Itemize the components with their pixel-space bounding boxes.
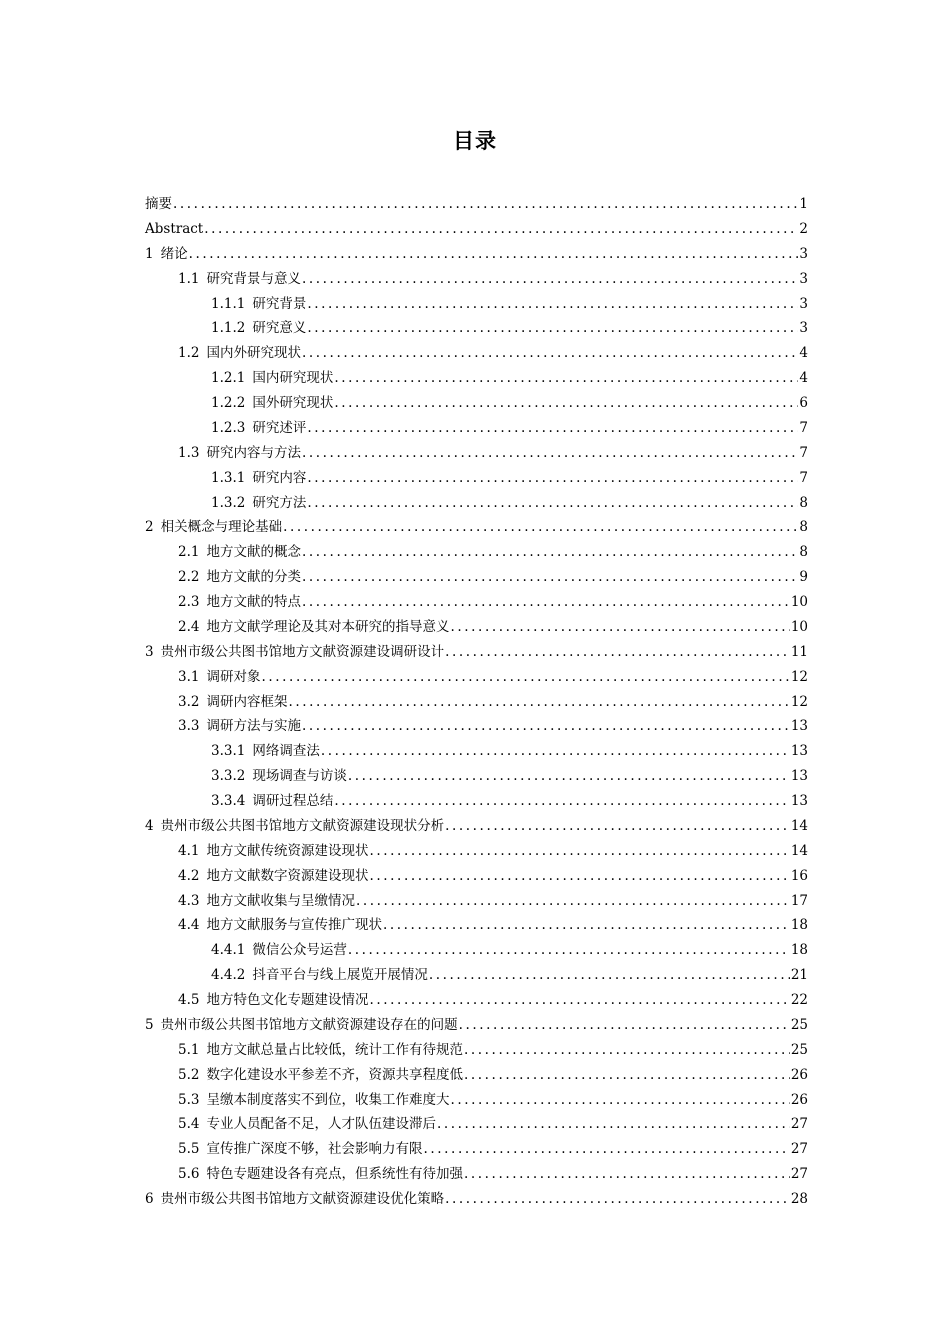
toc-entry[interactable] [145, 714, 808, 739]
toc-entry-label: 呈缴本制度落实不到位，收集工作难度大 [206, 1091, 450, 1108]
toc-entry-number: 5.5 [178, 1141, 200, 1158]
toc-entry-number: 3.1 [178, 668, 200, 685]
toc-dot-leader [302, 267, 798, 292]
toc-page-number: 1 [799, 196, 808, 212]
toc-page-number: 8 [799, 494, 808, 511]
toc-entry-number: 3.3.4 [211, 793, 246, 809]
toc-entry[interactable] [145, 366, 808, 391]
toc-entry-number: 4.3 [178, 892, 200, 909]
toc-page-number: 3 [799, 245, 808, 262]
toc-page-number: 9 [799, 569, 808, 586]
toc-entry-label: 贵州市级公共图书馆地方文献资源建设存在的问题 [160, 1016, 458, 1033]
toc-page-number: 3 [799, 320, 808, 337]
toc-entry-label: 调研过程总结 [252, 793, 334, 809]
toc-entry-label: 调研内容框架 [206, 693, 288, 710]
toc-entry-number: 1.2 [178, 345, 200, 362]
toc-entry-number: 2.4 [178, 618, 200, 635]
toc-page-number: 26 [790, 1091, 808, 1108]
toc-entry-number: 2 [145, 519, 154, 536]
toc-dot-leader [307, 491, 798, 516]
toc-entry-number: 2.1 [178, 544, 200, 561]
toc-entry-label: 地方特色文化专题建设情况 [206, 992, 369, 1008]
toc-entry-label: 地方文献的分类 [206, 569, 301, 586]
toc-entry-label: 相关概念与理论基础 [160, 519, 283, 536]
toc-page-number: 22 [790, 992, 808, 1008]
toc-entry-number: 3.3.1 [211, 743, 246, 760]
toc-entry-label: 现场调查与访谈 [252, 768, 347, 785]
toc-entry-number: 5 [145, 1016, 154, 1033]
toc-entry[interactable] [145, 267, 808, 292]
toc-dot-leader [334, 391, 798, 416]
toc-dot-leader [302, 540, 798, 565]
toc-entry-label: 地方文献数字资源建设现状 [206, 867, 369, 884]
toc-dot-leader [445, 640, 790, 665]
toc-dot-leader [369, 839, 789, 864]
toc-page-number: 14 [790, 842, 808, 859]
toc-entry[interactable] [145, 839, 808, 864]
toc-dot-leader [283, 515, 798, 540]
toc-entry-number: 4.4 [178, 917, 200, 934]
toc-dot-leader [302, 714, 790, 739]
toc-page-number: 12 [790, 668, 808, 685]
toc-entry[interactable] [145, 316, 808, 341]
toc-entry[interactable] [145, 913, 808, 938]
toc-entry-label: 国外研究现状 [252, 395, 334, 411]
toc-page-number: 7 [799, 469, 808, 486]
toc-dot-leader [464, 1162, 790, 1187]
toc-entry-label: 摘要 [145, 196, 172, 212]
toc-entry-label: 地方文献收集与呈缴情况 [206, 892, 355, 909]
toc-entry[interactable] [145, 864, 808, 889]
toc-entry-label: 研究述评 [252, 419, 307, 436]
toc-entry-number: 5.4 [178, 1116, 200, 1133]
toc-page-number: 18 [790, 917, 808, 934]
toc-dot-leader [302, 590, 790, 615]
toc-dot-leader [356, 889, 790, 914]
toc-dot-leader [437, 1112, 790, 1137]
toc-entry[interactable] [145, 1137, 808, 1162]
toc-entry-label: 贵州市级公共图书馆地方文献资源建设现状分析 [160, 817, 445, 834]
toc-entry-label: 抖音平台与线上展览开展情况 [252, 967, 428, 984]
toc-dot-leader [464, 1063, 790, 1088]
toc-entry[interactable] [145, 1088, 808, 1113]
toc-dot-leader [261, 665, 789, 690]
toc-entry-number: 1.1.1 [211, 295, 246, 312]
toc-entry[interactable] [145, 515, 808, 540]
toc-entry[interactable] [145, 391, 808, 416]
toc-entry-label: 网络调查法 [252, 743, 320, 760]
toc-dot-leader [307, 292, 798, 317]
toc-entry[interactable] [145, 491, 808, 516]
toc-entry-label: 地方文献的特点 [206, 594, 301, 610]
page-title: 目录 [453, 129, 497, 153]
toc-page-number: 13 [790, 768, 808, 785]
toc-entry[interactable] [145, 690, 808, 715]
toc-entry-label: 研究背景与意义 [206, 270, 301, 287]
toc-dot-leader [445, 814, 790, 839]
toc-entry-number: 3 [145, 643, 154, 660]
toc-dot-leader [348, 764, 790, 789]
toc-page-number: 27 [790, 1141, 808, 1158]
toc-dot-leader [450, 1088, 789, 1113]
toc-entry[interactable] [145, 441, 808, 466]
toc-entry-number: 1 [145, 245, 154, 262]
toc-entry-number: 4.2 [178, 867, 200, 884]
toc-entry-label: 贵州市级公共图书馆地方文献资源建设优化策略 [160, 1191, 445, 1207]
toc-page-number: 14 [790, 817, 808, 834]
toc-entry[interactable] [145, 615, 808, 640]
toc-entry-number: 3.3.2 [211, 768, 246, 785]
toc-page-number: 18 [790, 942, 808, 959]
toc-page-number: 8 [799, 544, 808, 561]
toc-entry-label: 绪论 [160, 245, 188, 262]
toc-dot-leader [383, 913, 790, 938]
toc-entry-number: 1.1.2 [211, 320, 246, 337]
toc-dot-leader [445, 1187, 790, 1212]
toc-entry[interactable] [145, 1038, 808, 1063]
toc-entry-number: 1.2.3 [211, 419, 246, 436]
toc-dot-leader [321, 739, 790, 764]
toc-entry-number: 1.3.1 [211, 469, 246, 486]
toc-page-number: 13 [790, 793, 808, 809]
toc-dot-leader [302, 441, 798, 466]
toc-entry-label: 调研对象 [206, 668, 261, 685]
toc-entry-label: 宣传推广深度不够，社会影响力有限 [206, 1141, 423, 1158]
toc-entry-label: 地方文献服务与宣传推广现状 [206, 917, 382, 934]
toc-entry-label: 专业人员配备不足，人才队伍建设滞后 [206, 1116, 436, 1133]
toc-entry-number: 4.1 [178, 842, 200, 859]
toc-page-number: 13 [790, 718, 808, 735]
toc-entry[interactable] [145, 789, 808, 814]
toc-dot-leader [204, 217, 798, 242]
toc-entry-label: 国内外研究现状 [206, 345, 301, 362]
toc-entry-number: 1.2.1 [211, 370, 246, 387]
toc-entry-number: 2.2 [178, 569, 200, 586]
toc-entry[interactable] [145, 889, 808, 914]
toc-entry-number: 1.3 [178, 444, 200, 461]
toc-entry[interactable] [145, 739, 808, 764]
toc-entry-number: 5.6 [178, 1166, 200, 1183]
toc-dot-leader [423, 1137, 789, 1162]
toc-dot-leader [302, 565, 798, 590]
toc-page-number: 3 [799, 270, 808, 287]
toc-dot-leader [450, 615, 789, 640]
toc-dot-leader [334, 366, 798, 391]
toc-dot-leader [369, 864, 789, 889]
toc-page-number: 3 [799, 295, 808, 312]
toc-page-number: 2 [799, 220, 808, 237]
toc-entry[interactable] [145, 1013, 808, 1038]
toc-page-number: 4 [799, 370, 808, 387]
toc-entry[interactable] [145, 963, 808, 988]
toc-page-number: 11 [790, 643, 808, 660]
toc-dot-leader [464, 1038, 790, 1063]
toc-entry-label: Abstract [145, 220, 204, 237]
toc-entry[interactable] [145, 192, 808, 217]
toc-entry-label: 数字化建设水平参差不齐，资源共享程度低 [206, 1066, 463, 1083]
toc-entry-label: 地方文献的概念 [206, 544, 301, 561]
toc-entry[interactable] [145, 242, 808, 267]
toc-entry-label: 地方文献总量占比较低，统计工作有待规范 [206, 1041, 463, 1058]
toc-entry[interactable] [145, 341, 808, 366]
toc-page-number: 16 [790, 867, 808, 884]
toc-page-number: 10 [790, 618, 808, 635]
toc-dot-leader [288, 690, 789, 715]
toc-entry-label: 研究内容 [252, 469, 307, 486]
toc-page-number: 25 [790, 1016, 808, 1033]
toc-entry[interactable] [145, 416, 808, 441]
toc-entry-label: 贵州市级公共图书馆地方文献资源建设调研设计 [160, 643, 445, 660]
toc-page-number: 4 [799, 345, 808, 362]
toc-entry-number: 4 [145, 817, 154, 834]
toc-entry-label: 研究意义 [252, 320, 307, 337]
toc-entry[interactable] [145, 1187, 808, 1212]
toc-entry-number: 1.1 [178, 270, 200, 287]
toc-entry[interactable] [145, 1063, 808, 1088]
toc-entry[interactable] [145, 590, 808, 615]
toc-entry[interactable] [145, 217, 808, 242]
toc-entry-number: 4.5 [178, 992, 200, 1008]
toc-dot-leader [173, 192, 798, 217]
toc-page-number: 12 [790, 693, 808, 710]
toc-entry-number: 5.2 [178, 1066, 200, 1083]
toc-entry-number: 3.3 [178, 718, 200, 735]
table-of-contents [145, 192, 808, 1212]
toc-page-number: 17 [790, 892, 808, 909]
toc-entry-label: 研究方法 [252, 494, 307, 511]
toc-entry-number: 5.1 [178, 1041, 200, 1058]
toc-entry[interactable] [145, 565, 808, 590]
toc-page-number: 27 [790, 1116, 808, 1133]
toc-entry-number: 3.2 [178, 693, 200, 710]
toc-dot-leader [334, 789, 789, 814]
toc-dot-leader [459, 1013, 790, 1038]
toc-entry-number: 1.3.2 [211, 494, 246, 511]
toc-entry-label: 调研方法与实施 [206, 718, 301, 735]
toc-entry-label: 地方文献学理论及其对本研究的指导意义 [206, 618, 450, 635]
toc-dot-leader [307, 316, 798, 341]
toc-page-number: 26 [790, 1066, 808, 1083]
toc-page-number: 6 [799, 395, 808, 411]
toc-dot-leader [307, 416, 798, 441]
toc-page-number: 7 [799, 444, 808, 461]
toc-entry-label: 研究内容与方法 [206, 444, 301, 461]
toc-page-number: 21 [790, 967, 808, 984]
toc-entry-number: 4.4.1 [211, 942, 246, 959]
toc-dot-leader [302, 341, 798, 366]
toc-page-number: 27 [790, 1166, 808, 1183]
toc-entry[interactable] [145, 540, 808, 565]
toc-entry[interactable] [145, 466, 808, 491]
toc-entry-label: 微信公众号运营 [252, 942, 347, 959]
toc-entry-label: 国内研究现状 [252, 370, 334, 387]
toc-entry-number: 2.3 [178, 594, 200, 610]
toc-dot-leader [369, 988, 789, 1013]
toc-page-number: 25 [790, 1041, 808, 1058]
toc-entry[interactable] [145, 814, 808, 839]
toc-entry-number: 5.3 [178, 1091, 200, 1108]
toc-page-number: 13 [790, 743, 808, 760]
toc-entry[interactable] [145, 1112, 808, 1137]
toc-entry[interactable] [145, 764, 808, 789]
toc-page-number: 28 [790, 1191, 808, 1207]
toc-entry[interactable] [145, 640, 808, 665]
toc-page-number: 7 [799, 419, 808, 436]
toc-entry-number: 4.4.2 [211, 967, 246, 984]
toc-dot-leader [307, 466, 798, 491]
toc-dot-leader [429, 963, 790, 988]
toc-entry[interactable] [145, 292, 808, 317]
toc-entry[interactable] [145, 938, 808, 963]
toc-entry[interactable] [145, 988, 808, 1013]
toc-entry-number: 6 [145, 1191, 154, 1207]
toc-entry[interactable] [145, 1162, 808, 1187]
toc-entry-label: 特色专题建设各有亮点，但系统性有待加强 [206, 1166, 463, 1183]
toc-dot-leader [348, 938, 790, 963]
toc-entry[interactable] [145, 665, 808, 690]
toc-entry-number: 1.2.2 [211, 395, 246, 411]
toc-page-number: 10 [790, 594, 808, 610]
toc-dot-leader [189, 242, 799, 267]
toc-page-number: 8 [799, 519, 808, 536]
toc-entry-label: 地方文献传统资源建设现状 [206, 842, 369, 859]
toc-entry-label: 研究背景 [252, 295, 307, 312]
